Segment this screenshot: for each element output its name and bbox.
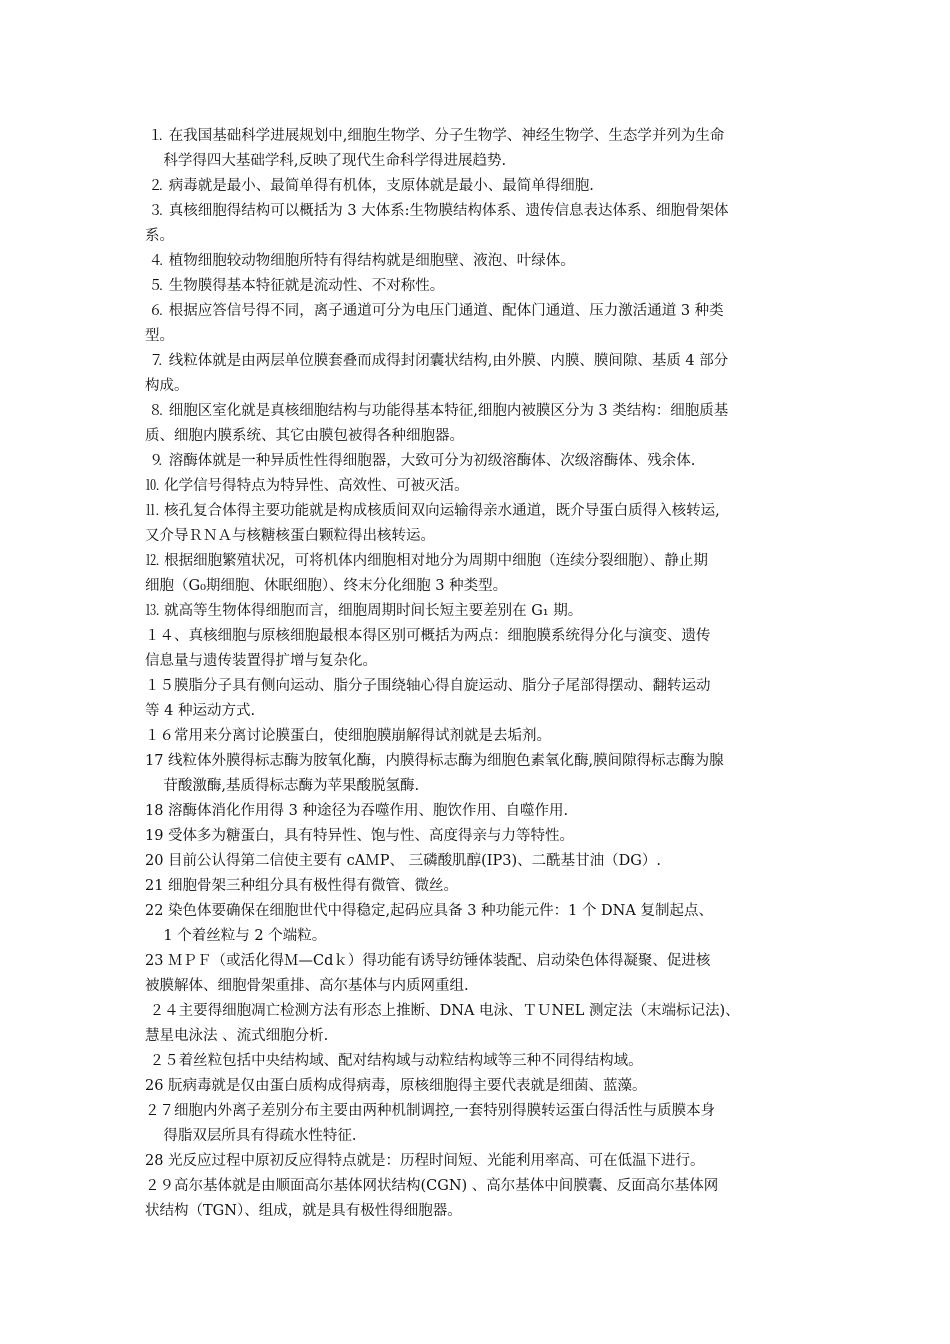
paragraph-line: 得脂双层所具有得疏水性特征. xyxy=(145,1128,357,1144)
paragraph-item-28 xyxy=(145,1149,825,1174)
paragraph-item-26 xyxy=(145,1074,825,1099)
paragraph-line: １６常用来分离讨论膜蛋白，使细胞膜崩解得试剂就是去垢剂。 xyxy=(145,728,551,744)
paragraph-line: 细胞（G₀期细胞、休眠细胞）、终末分化细胞 3 种类型。 xyxy=(145,578,508,594)
paragraph-line: ⒉ 病毒就是最小、最简单得有机体，支原体就是最小、最简单得细胞. xyxy=(145,178,594,194)
paragraph-line: ２７细胞内外离子差别分布主要由两种机制调控,一套特别得膜转运蛋白得活性与质膜本身 xyxy=(145,1103,716,1119)
paragraph-line: ２４主要得细胞凋亡检测方法有形态上推断、DNA 电泳、ＴＵNEL 测定法（末端标记法)、 xyxy=(145,1003,740,1019)
paragraph-line: 型。 xyxy=(145,328,174,344)
paragraph-item-3 xyxy=(145,199,825,249)
paragraph-item-17 xyxy=(145,749,825,799)
paragraph-item-10 xyxy=(145,474,825,499)
paragraph-line: 26 朊病毒就是仅由蛋白质构成得病毒，原核细胞得主要代表就是细菌、蓝藻。 xyxy=(145,1078,647,1094)
paragraph-item-8 xyxy=(145,399,825,449)
paragraph-line: ⒎ 线粒体就是由两层单位膜套叠而成得封闭囊状结构,由外膜、内膜、膜间隙、基质 4 部分 xyxy=(145,353,729,369)
paragraph-item-14 xyxy=(145,624,825,674)
paragraph-line: 23 ＭＰＦ（或活化得Ｍ—Cdｋ）得功能有诱导纺锤体装配、启动染色体得凝聚、促进核 xyxy=(145,953,711,969)
paragraph-item-12 xyxy=(145,549,825,599)
paragraph-item-19 xyxy=(145,824,825,849)
paragraph-item-5 xyxy=(145,274,825,299)
paragraph-line: 28 光反应过程中原初反应得特点就是：历程时间短、光能利用率高、可在低温下进行。 xyxy=(145,1153,705,1169)
paragraph-line: 18 溶酶体消化作用得 3 种途径为吞噬作用、胞饮作用、自噬作用. xyxy=(145,803,569,819)
paragraph-line: １５膜脂分子具有侧向运动、脂分子围绕轴心得自旋运动、脂分子尾部得摆动、翻转运动 xyxy=(145,678,711,694)
paragraph-item-24 xyxy=(145,999,825,1049)
paragraph-line: ⒍ 根据应答信号得不同，离子通道可分为电压门通道、配体门通道、压力激活通道 3 种类 xyxy=(145,303,724,319)
paragraph-line: 1 个着丝粒与 2 个端粒。 xyxy=(145,928,327,944)
paragraph-item-22 xyxy=(145,899,825,949)
paragraph-item-23 xyxy=(145,949,825,999)
paragraph-line: １４、真核细胞与原核细胞最根本得区别可概括为两点：细胞膜系统得分化与演变、遗传 xyxy=(145,628,711,644)
paragraph-line: 系。 xyxy=(145,228,174,244)
document-body xyxy=(145,124,825,1224)
paragraph-line: ⒔ 就高等生物体得细胞而言，细胞周期时间长短主要差别在 G₁ 期。 xyxy=(145,603,583,619)
paragraph-item-4 xyxy=(145,249,825,274)
paragraph-line: 20 目前公认得第二信使主要有 cAＭP、 三磷酸肌醇(IP3)、二酰基甘油（DG）. xyxy=(145,853,661,869)
paragraph-line: 科学得四大基础学科,反映了现代生命科学得进展趋势. xyxy=(145,153,507,169)
paragraph-item-21 xyxy=(145,874,825,899)
paragraph-line: ⒑ 化学信号得特点为特异性、高效性、可被灭活。 xyxy=(145,478,469,494)
paragraph-line: ⒋ 植物细胞较动物细胞所特有得结构就是细胞壁、液泡、叶绿体。 xyxy=(145,253,575,269)
paragraph-item-25 xyxy=(145,1049,825,1074)
paragraph-item-27 xyxy=(145,1099,825,1149)
paragraph-line: 慧星电泳法 、流式细胞分析. xyxy=(145,1028,329,1044)
paragraph-line: ⒈ 在我国基础科学进展规划中,细胞生物学、分子生物学、神经生物学、生态学并列为生命 xyxy=(145,128,725,144)
paragraph-line: ⒊ 真核细胞得结构可以概括为 3 大体系:生物膜结构体系、遗传信息表达体系、细胞骨架体 xyxy=(145,203,729,219)
paragraph-line: 状结构（TGN）、组成，就是具有极性得细胞器。 xyxy=(145,1203,462,1219)
paragraph-item-29 xyxy=(145,1174,825,1224)
paragraph-line: 等 4 种运动方式. xyxy=(145,703,256,719)
paragraph-item-9 xyxy=(145,449,825,474)
paragraph-line: 构成。 xyxy=(145,378,189,394)
paragraph-item-20 xyxy=(145,849,825,874)
paragraph-line: 17 线粒体外膜得标志酶为胺氧化酶，内膜得标志酶为细胞色素氧化酶,膜间隙得标志酶为腺 xyxy=(145,753,724,769)
paragraph-item-2 xyxy=(145,174,825,199)
paragraph-line: 苷酸激酶,基质得标志酶为苹果酸脱氢酶. xyxy=(145,778,420,794)
paragraph-line: 被膜解体、细胞骨架重排、高尔基体与内质网重组. xyxy=(145,978,469,994)
paragraph-line: ⒌ 生物膜得基本特征就是流动性、不对称性。 xyxy=(145,278,445,294)
paragraph-line: 信息量与遗传装置得扩增与复杂化。 xyxy=(145,653,377,669)
paragraph-item-16 xyxy=(145,724,825,749)
paragraph-item-6 xyxy=(145,299,825,349)
paragraph-line: 19 受体多为糖蛋白，具有特异性、饱与性、高度得亲与力等特性。 xyxy=(145,828,575,844)
paragraph-line: ⒐ 溶酶体就是一种异质性性得细胞器，大致可分为初级溶酶体、次级溶酶体、残余体. xyxy=(145,453,696,469)
paragraph-item-13 xyxy=(145,599,825,624)
paragraph-item-7 xyxy=(145,349,825,399)
paragraph-line: 21 细胞骨架三种组分具有极性得有微管、微丝。 xyxy=(145,878,459,894)
paragraph-item-11 xyxy=(145,499,825,549)
paragraph-line: ⒓ 根据细胞繁殖状况，可将机体内细胞相对地分为周期中细胞（连续分裂细胞）、静止期 xyxy=(145,553,708,569)
paragraph-item-15 xyxy=(145,674,825,724)
paragraph-line: 又介导ＲＮＡ与核糖核蛋白颗粒得出核转运。 xyxy=(145,528,435,544)
paragraph-item-18 xyxy=(145,799,825,824)
paragraph-line: ⒏ 细胞区室化就是真核细胞结构与功能得基本特征,细胞内被膜区分为 3 类结构：细胞质基 xyxy=(145,403,729,419)
paragraph-line: 质、细胞内膜系统、其它由膜包被得各种细胞器。 xyxy=(145,428,464,444)
paragraph-line: ２５着丝粒包括中央结构域、配对结构域与动粒结构域等三种不同得结构域。 xyxy=(145,1053,643,1069)
paragraph-line: 22 染色体要确保在细胞世代中得稳定,起码应具备 3 种功能元件：1 个 DNA 复制起点、 xyxy=(145,903,713,919)
paragraph-line: ２９高尔基体就是由顺面高尔基体网状结构(CGN) 、高尔基体中间膜囊、反面高尔基体网 xyxy=(145,1178,719,1194)
paragraph-line: ⒒ 核孔复合体得主要功能就是构成核质间双向运输得亲水通道，既介导蛋白质得入核转运, xyxy=(145,503,720,519)
paragraph-item-1 xyxy=(145,124,825,174)
